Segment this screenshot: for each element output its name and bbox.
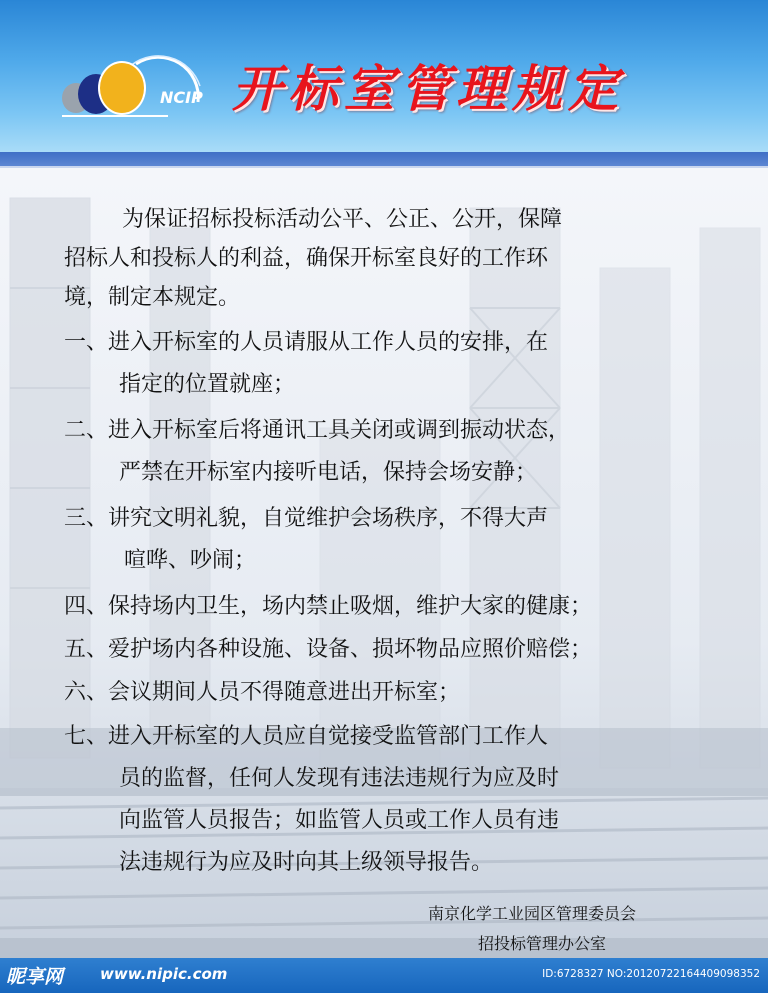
rule-text: 讲究文明礼貌，自觉维护会场秩序，不得大声 (108, 506, 549, 531)
rule-number: 五、 (64, 637, 109, 662)
document-body (0, 168, 768, 958)
signature-dept: 招投标管理办公室 (478, 934, 607, 953)
intro-line-2: 招标人和投标人的利益，确保开标室良好的工作环 (64, 246, 549, 271)
footer-brand: 昵享网 (6, 966, 64, 988)
rule-text-cont: 指定的位置就座； (119, 372, 296, 397)
rule-item-4 (64, 586, 724, 628)
page-title: 开标室管理规定 (232, 59, 624, 118)
rule-text: 进入开标室的人员请服从工作人员的安排，在 (108, 330, 549, 355)
footer-url-link[interactable]: www.nipic.com (100, 965, 228, 983)
intro-line-3: 境，制定本规定。 (64, 285, 241, 310)
logo-text: NCIP (160, 88, 203, 107)
rule-text: 进入开标室后将通讯工具关闭或调到振动状态， (108, 418, 571, 443)
rule-number: 六、 (64, 680, 109, 705)
rule-text: 会议期间人员不得随意进出开标室； (108, 680, 461, 705)
rule-item-5 (64, 629, 724, 671)
rule-item-7 (64, 716, 724, 884)
rule-number: 一、 (64, 330, 109, 355)
footer-watermark-bar (0, 958, 768, 993)
rule-text-cont: 喧哗、吵闹； (124, 548, 257, 573)
rule-text: 爱护场内各种设施、设备、损坏物品应照价赔偿； (108, 637, 593, 662)
header-banner (0, 0, 768, 152)
intro-paragraph (64, 200, 714, 317)
header-stripe (0, 152, 768, 168)
signature-org: 南京化学工业园区管理委员会 (428, 904, 637, 923)
ncip-logo-icon (58, 42, 208, 120)
intro-line-1: 为保证招标投标活动公平、公正、公开，保障 (122, 207, 563, 232)
rule-text-cont: 法违规行为应及时向其上级领导报告。 (119, 850, 494, 875)
rule-text: 进入开标室的人员应自觉接受监管部门工作人 (108, 724, 549, 749)
rule-item-6 (64, 672, 724, 714)
rule-text: 保持场内卫生，场内禁止吸烟，维护大家的健康； (108, 594, 593, 619)
rule-text-cont: 严禁在开标室内接听电话，保持会场安静； (119, 460, 538, 485)
rule-text-cont: 向监管人员报告；如监管人员或工作人员有违 (119, 808, 560, 833)
rule-number: 七、 (64, 724, 109, 749)
rule-item-1 (64, 322, 724, 406)
rule-number: 二、 (64, 418, 109, 443)
rule-text-cont: 员的监督，任何人发现有违法违规行为应及时 (119, 766, 560, 791)
rule-item-2 (64, 410, 724, 494)
rule-item-3 (64, 498, 724, 582)
rule-number: 三、 (64, 506, 109, 531)
rule-number: 四、 (64, 594, 109, 619)
footer-image-id: ID:6728327 NO:20120722164409098352 (542, 968, 760, 980)
